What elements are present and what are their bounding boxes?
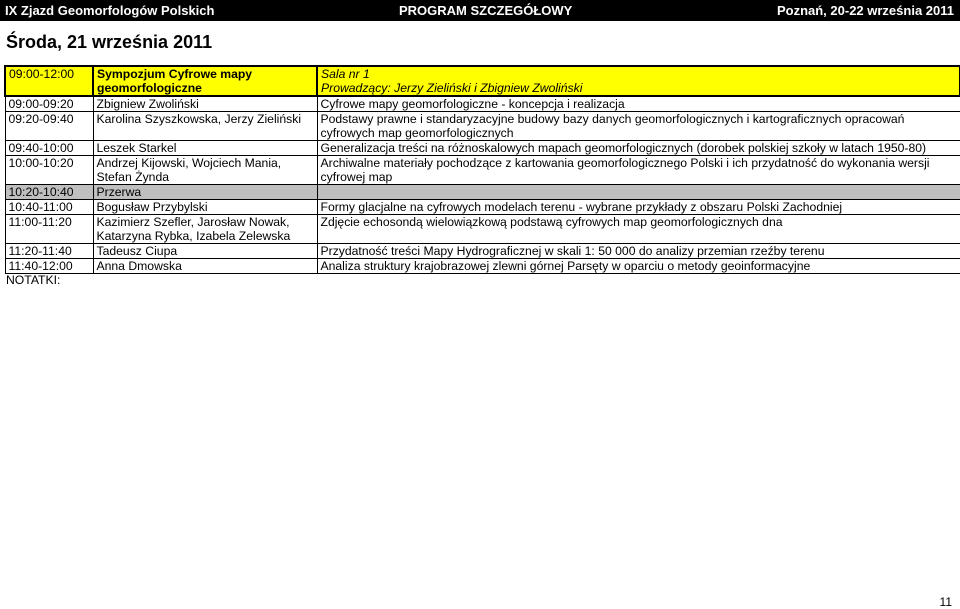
row-time: 11:20-11:40 xyxy=(5,244,93,259)
session-chairs: Prowadzący: Jerzy Zieliński i Zbigniew Zwoliński xyxy=(321,81,583,95)
row-title: Generalizacja treści na różnoskalowych mapach geomorfologicznych (dorobek polskiej szkoły w latach 1950-80) xyxy=(317,141,960,156)
row-title xyxy=(317,185,960,200)
table-row xyxy=(5,141,960,156)
conference-title: IX Zjazd Geomorfologów Polskich xyxy=(5,3,215,18)
row-authors: Anna Dmowska xyxy=(93,259,317,274)
row-title: Cyfrowe mapy geomorfologiczne - koncepcja i realizacja xyxy=(317,96,960,112)
row-authors: Kazimierz Szefler, Jarosław Nowak, Katarzyna Rybka, Izabela Zelewska xyxy=(93,215,317,244)
table-row xyxy=(5,215,960,244)
program-title: PROGRAM SZCZEGÓŁOWY xyxy=(399,3,573,18)
day-title: Środa, 21 września 2011 xyxy=(6,32,213,52)
session-header-row xyxy=(5,66,960,96)
row-authors: Andrzej Kijowski, Wojciech Mania, Stefan Żynda xyxy=(93,156,317,185)
session-time: 09:00-12:00 xyxy=(5,66,93,96)
notes-label: NOTATKI: xyxy=(6,273,61,287)
session-name: Sympozjum Cyfrowe mapy geomorfologiczne xyxy=(93,66,317,96)
row-title: Podstawy prawne i standaryzacyjne budowy bazy danych geomorfologicznych i kartograficznych opracowań cyfrowych map geomorfologicznych xyxy=(317,112,960,141)
header-bar xyxy=(0,0,960,21)
row-authors: Tadeusz Ciupa xyxy=(93,244,317,259)
table-row xyxy=(5,200,960,215)
row-authors: Karolina Szyszkowska, Jerzy Zieliński xyxy=(93,112,317,141)
row-time: 10:20-10:40 xyxy=(5,185,93,200)
row-title: Formy glacjalne na cyfrowych modelach terenu - wybrane przykłady z obszaru Polski Zachodniej xyxy=(317,200,960,215)
row-authors: Leszek Starkel xyxy=(93,141,317,156)
row-time: 09:20-09:40 xyxy=(5,112,93,141)
row-title: Analiza struktury krajobrazowej zlewni górnej Parsęty w oparciu o metody geoinformacyjne xyxy=(317,259,960,274)
break-row xyxy=(5,185,960,200)
table-row xyxy=(5,156,960,185)
session-room: Sala nr 1 xyxy=(321,67,370,81)
venue-date: Poznań, 20-22 września 2011 xyxy=(776,3,954,18)
table-row xyxy=(5,96,960,112)
row-time: 11:00-11:20 xyxy=(5,215,93,244)
row-time: 09:00-09:20 xyxy=(5,96,93,112)
row-time: 11:40-12:00 xyxy=(5,259,93,274)
table-row xyxy=(5,112,960,141)
session-room-chairs xyxy=(317,66,960,96)
row-time: 09:40-10:00 xyxy=(5,141,93,156)
row-authors: Przerwa xyxy=(93,185,317,200)
row-title: Archiwalne materiały pochodzące z kartowania geomorfologicznego Polski i ich przydatność do wykonania wersji cyfrowej map xyxy=(317,156,960,185)
table-row xyxy=(5,259,960,274)
row-authors: Bogusław Przybylski xyxy=(93,200,317,215)
table-row xyxy=(5,244,960,259)
row-time: 10:00-10:20 xyxy=(5,156,93,185)
row-title: Zdjęcie echosondą wielowiązkową podstawą cyfrowych map geomorfologicznych dna xyxy=(317,215,960,244)
page-number: 11 xyxy=(939,595,952,609)
row-title: Przydatność treści Mapy Hydrograficznej w skali 1: 50 000 do analizy przemian rzeźby terenu xyxy=(317,244,960,259)
row-time: 10:40-11:00 xyxy=(5,200,93,215)
row-authors: Zbigniew Zwoliński xyxy=(93,96,317,112)
program-table xyxy=(4,65,960,274)
